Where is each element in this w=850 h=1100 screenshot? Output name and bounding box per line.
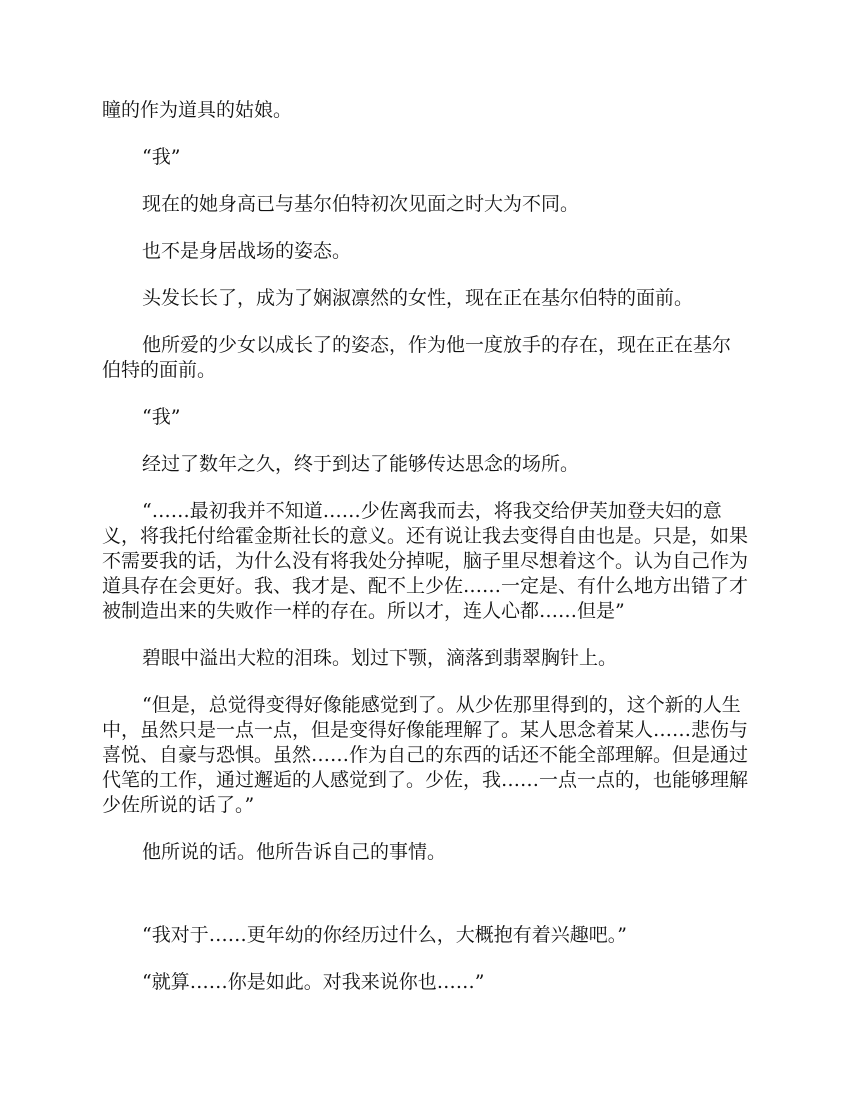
paragraph-6: 他所爱的少女以成长了的姿态，作为他一度放手的存在，现在正在基尔伯特的面前。 bbox=[102, 334, 732, 381]
paragraph-8: 经过了数年之久，终于到达了能够传达思念的场所。 bbox=[142, 453, 580, 475]
paragraph-5: 头发长长了，成为了娴淑凛然的女性，现在正在基尔伯特的面前。 bbox=[142, 287, 694, 309]
text-body bbox=[102, 98, 748, 1017]
paragraph-3: 现在的她身高已与基尔伯特初次见面之时大为不同。 bbox=[142, 193, 580, 215]
paragraph-14: “就算……你是如此。对我来说你也……” bbox=[142, 971, 485, 993]
paragraph-1: 瞳的作为道具的姑娘。 bbox=[102, 99, 293, 121]
paragraph-10: 碧眼中溢出大粒的泪珠。划过下颚，滴落到翡翠胸针上。 bbox=[142, 647, 618, 669]
paragraph-12: 他所说的话。他所告诉自己的事情。 bbox=[142, 841, 447, 863]
paragraph-4: 也不是身居战场的姿态。 bbox=[142, 240, 352, 262]
section-break bbox=[102, 887, 748, 923]
paragraph-11: “但是，总觉得变得好像能感觉到了。从少佐那里得到的，这个新的人生中，虽然只是一点一点，但是变得好像能理解了。某人思念着某人……悲伤与喜悦、自豪与恐惧。虽然……作为自己的东西的话还不能全部理解。但是通过代笔的工作，通过邂逅的人感觉到了。少佐，我……一点一点的，也能够理解少佐所说的话了。” bbox=[102, 694, 749, 816]
paragraph-9: “……最初我并不知道……少佐离我而去，将我交给伊芙加登夫妇的意义，将我托付给霍金斯社长的意义。还有说让我去变得自由也是。只是，如果不需要我的话，为什么没有将我处分掉呢，脑子里尽想着这个。认为自己作为道具存在会更好。我、我才是、配不上少佐……一定是、有什么地方出错了才被制造出来的失败作一样的存在。所以才，连人心都……但是” bbox=[102, 500, 749, 622]
paragraph-7: “我” bbox=[142, 406, 181, 428]
paragraph-2: “我” bbox=[142, 146, 181, 168]
paragraph-13: “我对于……更年幼的你经历过什么，大概抱有着兴趣吧。” bbox=[142, 924, 627, 946]
